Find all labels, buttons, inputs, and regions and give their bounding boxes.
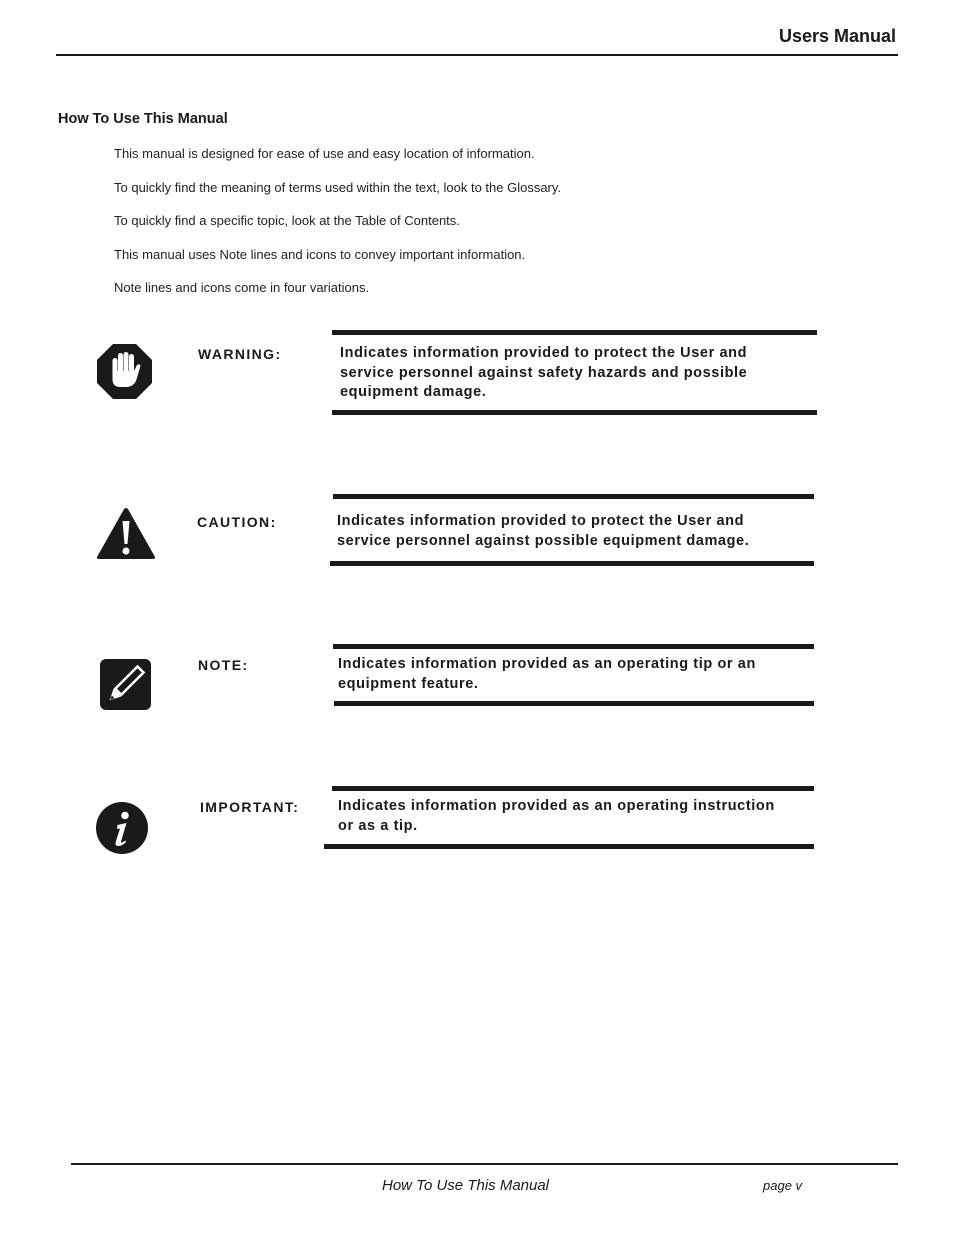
pencil-note-icon [99,658,152,711]
notice-top-rule [333,644,814,649]
intro-paragraph: To quickly find the meaning of terms used within the text, look to the Glossary. [114,180,562,195]
notice-description: Indicates information provided as an operating tip or an equipment feature. [338,656,756,692]
notice-label: CAUTION: [197,514,277,530]
intro-paragraph: This manual is designed for ease of use and easy location of information. [114,146,535,161]
intro-paragraph: Note lines and icons come in four variations. [114,280,370,295]
notice-bottom-rule [332,410,817,415]
intro-paragraph: This manual uses Note lines and icons to convey important information. [114,247,526,262]
notice-bottom-rule [324,844,814,849]
notice-top-rule [332,330,817,335]
header-title: Users Manual [778,26,896,46]
notice-bottom-rule [334,701,814,706]
footer-title: How To Use This Manual [382,1177,550,1194]
exclamation-triangle-icon [96,507,156,560]
notice-label: IMPORTANT: [200,799,300,815]
section-heading: How To Use This Manual [58,111,228,127]
notice-bottom-rule [330,561,814,566]
header-divider [56,54,898,56]
notice-description: Indicates information provided as an operating instruction or as a tip. [338,798,775,834]
notice-label: NOTE: [198,657,249,673]
info-circle-icon [95,801,149,855]
page-number: page v [763,1178,803,1193]
notice-description: Indicates information provided to protect the User and service personnel against safety hazards and possible equipment damage. [340,345,748,400]
notice-top-rule [333,494,814,499]
intro-paragraph: To quickly find a specific topic, look at the Table of Contents. [114,213,460,228]
notice-description: Indicates information provided to protect the User and service personnel against possible equipment damage. [337,513,750,549]
notice-top-rule [332,786,814,791]
stop-hand-icon [96,343,153,400]
footer-divider [71,1163,898,1165]
notice-label: WARNING: [198,346,282,362]
